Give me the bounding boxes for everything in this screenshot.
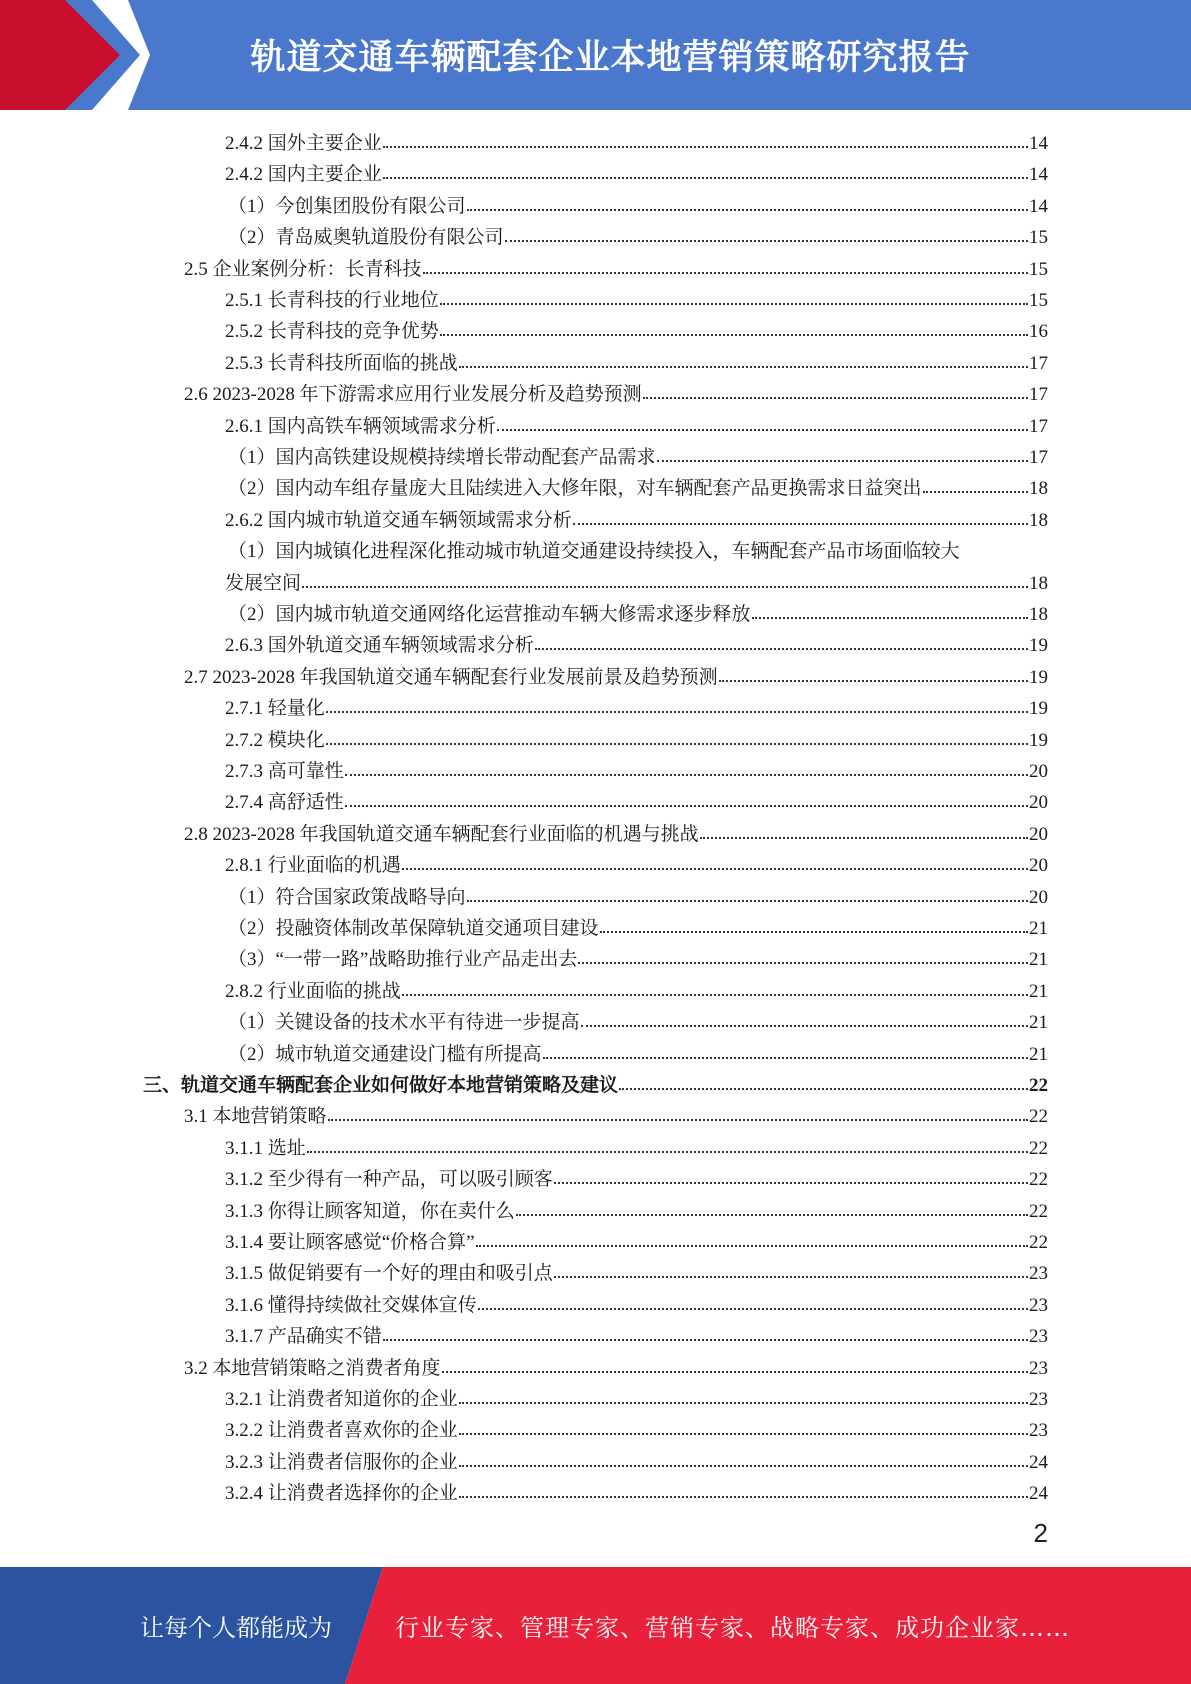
toc-dot-leader [326, 725, 1028, 745]
toc-entry-page: 24 [1029, 1483, 1048, 1505]
toc-entry[interactable] [228, 913, 1048, 944]
toc-dot-leader [657, 442, 1028, 462]
toc-entry-page: 20 [1029, 761, 1048, 782]
toc-entry[interactable] [184, 662, 1048, 693]
toc-entry[interactable] [225, 630, 1048, 661]
toc-entry-title: （2）城市轨道交通建设门槛有所提高 [228, 1043, 542, 1065]
toc-entry-page: 21 [1029, 980, 1048, 1002]
toc-dot-leader [554, 1164, 1028, 1184]
toc-entry-title: 2.4.2 国内主要企业 [225, 164, 382, 186]
toc-entry-title: 2.6 2023-2028 年下游需求应用行业发展分析及趋势预测 [184, 384, 642, 406]
toc-entry-page: 23 [1029, 1263, 1048, 1285]
toc-entry-page: 17 [1029, 415, 1048, 437]
toc-entry-title: （1）今创集团股份有限公司 [228, 195, 466, 217]
toc-dot-leader [459, 1415, 1028, 1435]
toc-dot-leader [423, 254, 1028, 274]
toc-entry-page: 19 [1029, 698, 1048, 720]
toc-entry-title: 2.5.1 长青科技的行业地位 [225, 290, 439, 311]
toc-dot-leader [326, 693, 1028, 713]
toc-entry-page: 23 [1029, 1389, 1048, 1410]
toc-entry[interactable] [225, 568, 1048, 599]
toc-entry-page: 19 [1029, 635, 1048, 657]
toc-entry-page: 15 [1029, 258, 1048, 280]
toc-entry[interactable] [225, 1196, 1048, 1227]
toc-entry-title: 3.2 本地营销策略之消费者角度 [184, 1357, 441, 1379]
toc-entry-page: 18 [1029, 572, 1048, 594]
toc-entry[interactable] [225, 725, 1048, 756]
footer-banner [0, 1567, 1191, 1684]
toc-entry-page: 19 [1029, 666, 1048, 688]
toc-entry-title: 2.7 2023-2028 年我国轨道交通车辆配套行业发展前景及趋势预测 [184, 666, 718, 688]
toc-entry[interactable] [228, 599, 1048, 630]
toc-entry[interactable] [225, 285, 1048, 316]
toc-entry-page: 17 [1029, 447, 1048, 468]
toc-entry[interactable] [228, 442, 1048, 473]
toc-entry-page: 23 [1029, 1326, 1048, 1348]
toc-entry-page: 22 [1029, 1200, 1048, 1222]
toc-entry[interactable] [184, 1101, 1048, 1132]
toc-dot-leader [700, 819, 1028, 839]
toc-entry-page: 14 [1029, 195, 1048, 217]
toc-entry-title: 2.8.2 行业面临的挑战 [225, 980, 401, 1002]
toc-entry[interactable] [228, 473, 1048, 504]
toc-entry[interactable] [225, 1227, 1048, 1258]
toc-dot-leader [923, 473, 1028, 493]
toc-entry-page: 21 [1029, 918, 1048, 939]
toc-entry[interactable] [225, 128, 1048, 159]
toc-entry[interactable] [225, 1133, 1048, 1164]
toc-entry-title: （2）投融资体制改革保障轨道交通项目建设 [228, 918, 599, 939]
toc-dot-leader [516, 1196, 1028, 1216]
toc-entry-title: （2）国内动车组存量庞大且陆续进入大修年限，对车辆配套产品更换需求日益突出 [228, 478, 922, 500]
toc-entry-title: 2.7.2 模块化 [225, 729, 325, 751]
toc-dot-leader [440, 285, 1028, 305]
toc-entry-title: （2）青岛威奥轨道股份有限公司 [228, 227, 504, 249]
toc-entry-title: 3.2.1 让消费者知道你的企业 [225, 1389, 458, 1410]
toc-dot-leader [383, 159, 1028, 179]
toc-dot-leader [459, 348, 1028, 368]
toc-entry-page: 21 [1029, 1012, 1048, 1034]
toc-entry-title: 3.1.1 选址 [225, 1137, 306, 1159]
toc-entry-title: （1）符合国家政策战略导向 [228, 886, 466, 908]
toc-entry[interactable] [225, 787, 1048, 818]
toc-dot-leader [719, 662, 1028, 682]
toc-entry-title: 2.5.2 长青科技的竞争优势 [225, 321, 439, 343]
toc-entry-title: 3.2.3 让消费者信服你的企业 [225, 1451, 458, 1473]
toc-dot-leader [535, 630, 1028, 650]
toc-entry-page: 15 [1029, 227, 1048, 249]
toc-entry-page: 17 [1029, 352, 1048, 374]
toc-entry[interactable] [225, 1321, 1048, 1352]
toc-dot-leader [578, 944, 1028, 964]
toc-entry-title: （1）国内城镇化进程深化推动城市轨道交通建设持续投入，车辆配套产品市场面临较大 [228, 541, 960, 563]
toc-entry[interactable] [184, 819, 1048, 850]
toc-entry[interactable] [225, 850, 1048, 881]
toc-dot-leader [554, 1258, 1028, 1278]
toc-dot-leader [478, 1290, 1028, 1310]
toc-entry-page: 22 [1029, 1106, 1048, 1128]
toc-entry-page: 22 [1029, 1169, 1048, 1191]
toc-entry[interactable] [225, 1290, 1048, 1321]
toc-entry-page: 22 [1029, 1075, 1048, 1096]
toc-entry-title: 2.6.1 国内高铁车辆领域需求分析 [225, 415, 496, 437]
toc-entry[interactable] [228, 1007, 1048, 1038]
toc-entry[interactable] [225, 411, 1048, 442]
toc-entry-title: 2.4.2 国外主要企业 [225, 133, 382, 154]
footer-slogan-right: 行业专家、管理专家、营销专家、战略专家、成功企业家…… [395, 1614, 1070, 1642]
toc-dot-leader [752, 599, 1028, 619]
toc-dot-leader [383, 1321, 1028, 1341]
toc-entry-title: 2.7.1 轻量化 [225, 698, 325, 720]
toc-entry[interactable] [228, 944, 1048, 975]
toc-entry-page: 22 [1029, 1137, 1048, 1159]
toc-dot-leader [467, 191, 1028, 211]
toc-dot-leader [573, 505, 1028, 525]
toc-entry-title: 2.8 2023-2028 年我国轨道交通车辆配套行业面临的机遇与挑战 [184, 823, 699, 845]
toc-entry-page: 23 [1029, 1420, 1048, 1442]
toc-entry[interactable] [184, 379, 1048, 410]
toc-entry[interactable] [225, 976, 1048, 1007]
toc-entry-title: 3.1.4 要让顾客感觉“价格合算” [225, 1232, 475, 1253]
toc-entry[interactable] [225, 1415, 1048, 1446]
toc-dot-leader [619, 1070, 1028, 1090]
toc-dot-leader [497, 411, 1028, 431]
toc-entry-title: 2.6.3 国外轨道交通车辆领域需求分析 [225, 635, 534, 657]
toc-entry[interactable] [184, 254, 1048, 285]
toc-entry-title: 2.5 企业案例分析：长青科技 [184, 258, 422, 280]
toc-entry-title: 2.6.2 国内城市轨道交通车辆领域需求分析 [225, 509, 572, 531]
toc-dot-leader [467, 882, 1028, 902]
toc-dot-leader [383, 128, 1028, 148]
toc-entry-page: 20 [1029, 792, 1048, 814]
toc-entry[interactable] [225, 348, 1048, 379]
toc-dot-leader [307, 1133, 1028, 1153]
toc-entry[interactable] [225, 693, 1048, 724]
toc-entry-title: （1）关键设备的技术水平有待进一步提高 [228, 1012, 580, 1034]
toc-dot-leader [402, 976, 1028, 996]
toc-dot-leader [459, 1447, 1028, 1467]
toc-entry[interactable] [184, 1353, 1048, 1384]
toc-entry-title: 3.1.7 产品确实不错 [225, 1326, 382, 1348]
toc-dot-leader [345, 787, 1028, 807]
toc-dot-leader [476, 1227, 1028, 1247]
header-banner [0, 0, 1191, 110]
toc-entry-page: 23 [1029, 1357, 1048, 1379]
toc-entry-page: 19 [1029, 729, 1048, 751]
toc-entry-title: 3.2.2 让消费者喜欢你的企业 [225, 1420, 458, 1442]
toc-entry-page: 20 [1029, 855, 1048, 877]
toc-entry[interactable] [143, 1070, 1048, 1101]
toc-entry-title: 2.5.3 长青科技所面临的挑战 [225, 352, 458, 374]
toc-entry[interactable] [225, 1164, 1048, 1195]
toc-entry-title: 3.1.3 你得让顾客知道，你在卖什么 [225, 1200, 515, 1222]
toc-entry[interactable] [225, 1447, 1048, 1478]
footer-slogan-left: 让每个人都能成为 [140, 1614, 332, 1642]
toc-entry-title: 3.2.4 让消费者选择你的企业 [225, 1483, 458, 1505]
toc-entry[interactable] [225, 1258, 1048, 1289]
toc-dot-leader [505, 222, 1028, 242]
toc-entry-title: 3.1.6 懂得持续做社交媒体宣传 [225, 1294, 477, 1316]
toc-dot-leader [328, 1101, 1028, 1121]
toc-entry-page: 20 [1029, 886, 1048, 908]
toc-entry-page: 23 [1029, 1294, 1048, 1316]
toc-dot-leader [442, 1353, 1028, 1373]
toc-entry-page: 21 [1029, 949, 1048, 971]
toc-dot-leader [581, 1007, 1028, 1027]
toc-entry[interactable] [225, 505, 1048, 536]
toc-entry-title: 发展空间 [225, 572, 302, 594]
toc-entry[interactable] [228, 882, 1048, 913]
toc-dot-leader [302, 568, 1028, 588]
toc-dot-leader [459, 1384, 1028, 1404]
toc-entry-page: 24 [1029, 1451, 1048, 1473]
page-number: 2 [1033, 1518, 1048, 1548]
toc-dot-leader [459, 1478, 1028, 1498]
toc-dot-leader [600, 913, 1028, 933]
toc-entry[interactable] [225, 316, 1048, 347]
toc-entry-page: 18 [1029, 604, 1048, 625]
toc-entry-title: （3）“一带一路”战略助推行业产品走出去 [228, 949, 578, 971]
toc-entry-page: 14 [1029, 164, 1048, 186]
toc-entry[interactable] [225, 756, 1048, 787]
toc-entry-title: （1）国内高铁建设规模持续增长带动配套产品需求 [228, 447, 656, 468]
toc-entry-page: 22 [1029, 1232, 1048, 1253]
toc-entry[interactable] [225, 1478, 1048, 1509]
toc-entry-page: 18 [1029, 509, 1048, 531]
toc-entry[interactable] [228, 222, 1048, 253]
toc-entry-page: 18 [1029, 478, 1048, 500]
toc-entry-title: 3.1 本地营销策略 [184, 1106, 327, 1128]
toc-entry[interactable] [228, 536, 1048, 567]
toc-dot-leader [402, 850, 1028, 870]
toc-entry-title: 2.8.1 行业面临的机遇 [225, 855, 401, 877]
toc-entry[interactable] [225, 159, 1048, 190]
toc-entry-page: 20 [1029, 823, 1048, 845]
report-title: 轨道交通车辆配套企业本地营销策略研究报告 [250, 38, 971, 78]
toc-entry[interactable] [225, 1384, 1048, 1415]
toc-dot-leader [643, 379, 1028, 399]
toc-entry-page: 15 [1029, 290, 1048, 311]
toc-dot-leader [440, 316, 1028, 336]
toc-entry-title: 2.7.4 高舒适性 [225, 792, 344, 814]
toc-entry-page: 17 [1029, 384, 1048, 406]
toc-entry[interactable] [228, 191, 1048, 222]
toc-dot-leader [543, 1039, 1028, 1059]
toc-entry[interactable] [228, 1039, 1048, 1070]
toc-entry-title: 三、轨道交通车辆配套企业如何做好本地营销策略及建议 [143, 1075, 619, 1096]
toc-entry-title: 3.1.2 至少得有一种产品，可以吸引顾客 [225, 1169, 553, 1191]
toc-entry-page: 14 [1029, 133, 1048, 154]
toc-dot-leader [345, 756, 1028, 776]
toc-entry-page: 16 [1029, 321, 1048, 343]
toc-entry-page: 21 [1029, 1043, 1048, 1065]
toc-entry-title: 3.1.5 做促销要有一个好的理由和吸引点 [225, 1263, 553, 1285]
toc-entry-title: 2.7.3 高可靠性 [225, 761, 344, 782]
toc-entry-title: （2）国内城市轨道交通网络化运营推动车辆大修需求逐步释放 [228, 604, 751, 625]
